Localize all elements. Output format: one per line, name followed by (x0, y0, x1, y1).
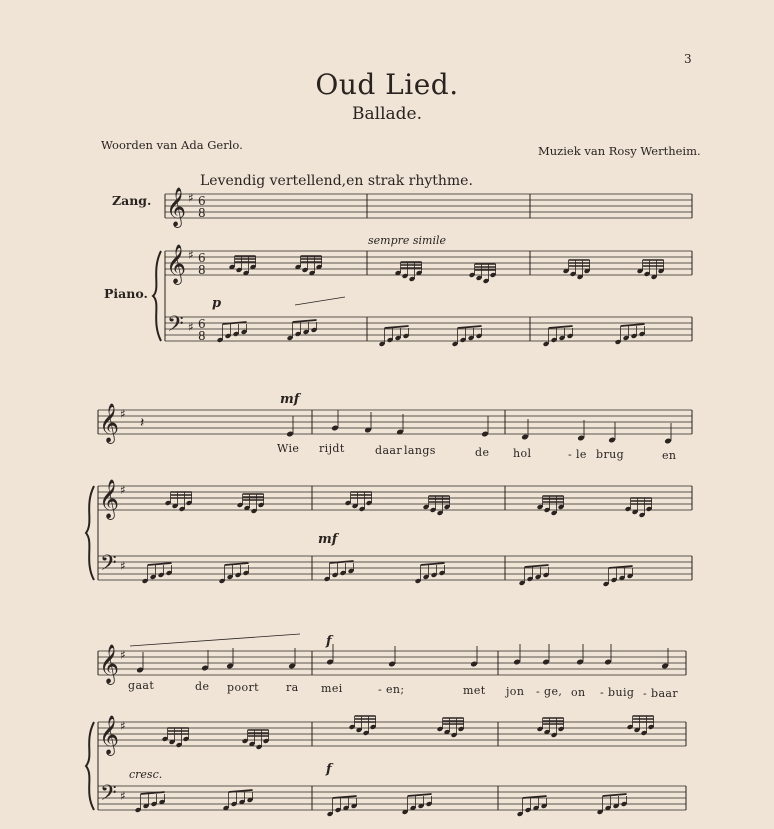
lyric-syllable: - buig (600, 686, 635, 699)
time-signature-denominator: 8 (198, 206, 206, 220)
lyric-syllable: met (463, 684, 486, 697)
lyric-syllable: hol (513, 447, 532, 460)
bass-clef-icon: 𝄢 (167, 312, 184, 342)
sharp-icon: ♯ (120, 559, 126, 573)
treble-clef-icon: 𝄞 (99, 479, 120, 519)
sharp-icon: ♯ (120, 789, 126, 803)
page-number: 3 (684, 52, 692, 66)
lyric-syllable: rijdt (319, 442, 345, 455)
cresc-mark: cresc. (129, 768, 163, 781)
composer-credit: Muziek van Rosy Wertheim. (538, 144, 701, 158)
treble-clef-icon: 𝄞 (99, 644, 120, 684)
bass-clef-icon: 𝄢 (100, 781, 117, 811)
treble-clef-icon: 𝄞 (166, 244, 187, 284)
voice-label: Zang. (112, 193, 152, 208)
piano-brace-3 (86, 722, 94, 810)
lyric-syllable: de (475, 446, 490, 459)
bass-arpeggio-group-beam (385, 326, 409, 328)
time-signature-denominator: 8 (198, 329, 206, 343)
dynamic-f-piano: f (326, 762, 332, 777)
treble-clef-icon: 𝄞 (166, 187, 187, 227)
lyric-syllable: ra (286, 681, 299, 694)
lyric-syllable: mei (321, 682, 343, 695)
lyric-syllable: daar (375, 444, 403, 457)
bass-arpeggio-group-beam (458, 326, 482, 328)
lyricist-credit: Woorden van Ada Gerlo. (101, 138, 243, 152)
bass-arpeggio-group-beam (408, 794, 432, 796)
time-signature-denominator: 8 (198, 263, 206, 277)
lyric-syllable: en (662, 449, 677, 462)
piano-brace-2 (86, 486, 94, 580)
sharp-icon: ♯ (120, 483, 126, 497)
piece-title: Oud Lied. (315, 68, 459, 101)
time-signature-numerator: 6 (198, 194, 206, 208)
lyric-syllable: on (571, 686, 586, 699)
bass-arpeggio-group-beam (603, 794, 627, 796)
sharp-icon: ♯ (188, 248, 194, 262)
sharp-icon: ♯ (120, 719, 126, 733)
piano-brace-1 (153, 251, 161, 341)
time-signature-numerator: 6 (198, 317, 206, 331)
bass-arpeggio-group-beam (148, 563, 172, 565)
bass-arpeggio-group-beam (225, 563, 249, 565)
lyric-syllable: - baar (643, 687, 679, 700)
dynamic-f-voice: f (326, 634, 332, 649)
lyric-syllable: brug (596, 448, 625, 461)
bass-arpeggio-group-beam (421, 563, 445, 565)
crescendo-hairpin (130, 634, 300, 646)
lyric-syllable: gaat (128, 679, 155, 692)
sharp-icon: ♯ (120, 648, 126, 662)
sharp-icon: ♯ (188, 320, 194, 334)
tempo-marking: Levendig vertellend,en strak rhythme. (200, 173, 473, 189)
bass-arpeggio-group-beam (293, 320, 317, 322)
dynamic-mf-voice: mf (280, 392, 300, 407)
bass-arpeggio-group-beam (621, 324, 645, 326)
bass-arpeggio-group-beam (525, 565, 549, 567)
lyric-syllable: - le (568, 448, 587, 461)
bass-clef-icon: 𝄢 (100, 551, 117, 581)
lyric-syllable: - en; (378, 683, 405, 696)
bass-arpeggio-group-beam (223, 322, 247, 324)
crescendo-hairpin (295, 297, 345, 305)
sharp-icon: ♯ (120, 407, 126, 421)
lyric-syllable: poort (227, 681, 259, 694)
treble-clef-icon: 𝄞 (99, 715, 120, 755)
treble-clef-icon: 𝄞 (99, 403, 120, 443)
lyric-syllable: jon (506, 685, 525, 698)
dynamic-p: p (212, 296, 222, 311)
lyric-syllable: - ge, (536, 685, 563, 698)
bass-arpeggio-group-beam (330, 561, 354, 563)
quarter-rest-icon: 𝄽 (140, 415, 145, 431)
dynamic-mf-piano: mf (318, 532, 338, 547)
piece-subtitle: Ballade. (352, 104, 422, 124)
piano-label: Piano. (104, 286, 148, 301)
time-signature-numerator: 6 (198, 251, 206, 265)
sempre-simile-mark: sempre simile (368, 234, 447, 247)
lyric-syllable: Wie (277, 442, 300, 455)
lyric-syllable: de (195, 680, 210, 693)
lyric-syllable: langs (404, 444, 436, 457)
sharp-icon: ♯ (188, 191, 194, 205)
bass-arpeggio-group-beam (549, 326, 573, 328)
